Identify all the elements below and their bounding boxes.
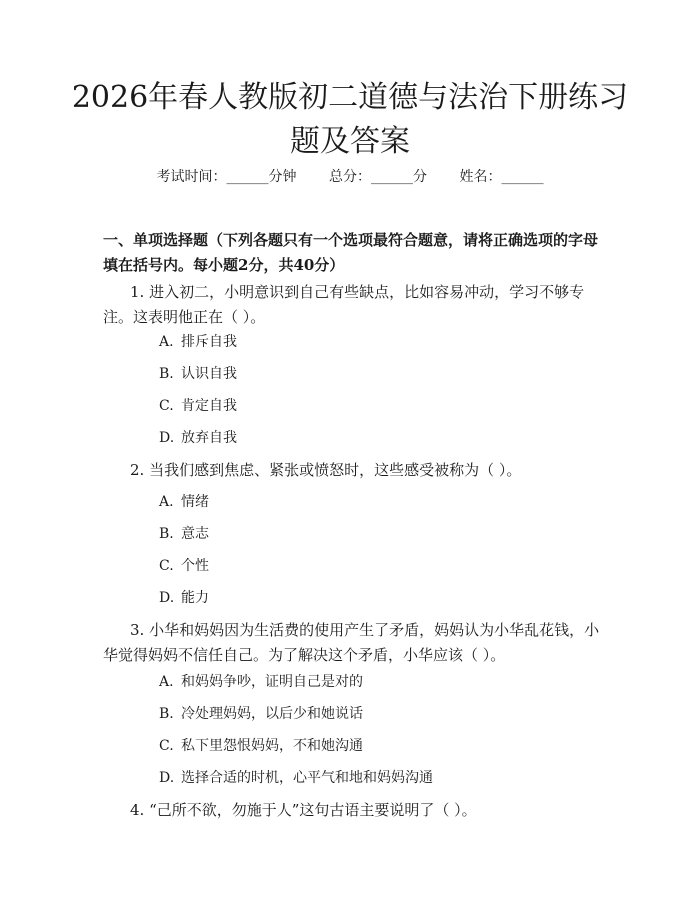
option-letter: A.: [159, 334, 174, 350]
question-3-option-c: [159, 736, 363, 756]
option-text: 个性: [181, 558, 209, 574]
option-text: 冷处理妈妈，以后少和她说话: [181, 706, 363, 722]
option-text: 选择合适的时机，心平气和地和妈妈沟通: [181, 770, 433, 786]
section-heading: 一、单项选择题（下列各题只有一个选项最符合题意，请将正确选项的字母填在括号内。每小题2分，共40分）: [103, 231, 599, 274]
option-letter: B.: [159, 706, 174, 722]
option-letter: D.: [159, 590, 175, 606]
student-name-field: 姓名：______: [459, 169, 544, 185]
option-text: 认识自我: [181, 366, 237, 382]
question-2-option-a: [159, 492, 209, 512]
question-1-option-a: [159, 332, 237, 352]
question-3-stem: 3. 小华和妈妈因为生活费的使用产生了矛盾，妈妈认为小华乱花钱，小华觉得妈妈不信任自己。为了解决这个矛盾，小华应该（ ）。: [103, 621, 600, 664]
option-text: 放弃自我: [181, 430, 237, 446]
option-letter: D.: [159, 430, 175, 446]
document-title: 2026年春人教版初二道德与法治下册练习题及答案: [71, 80, 629, 159]
option-letter: C.: [159, 558, 174, 574]
option-letter: D.: [159, 770, 175, 786]
option-text: 肯定自我: [181, 398, 237, 414]
option-text: 情绪: [181, 494, 209, 510]
option-letter: B.: [159, 366, 174, 382]
option-letter: C.: [159, 398, 174, 414]
question-2-stem: 2. 当我们感到焦虑、紧张或愤怒时，这些感受被称为（ ）。: [130, 461, 522, 479]
question-3-option-b: [159, 704, 363, 724]
option-text: 意志: [181, 526, 209, 542]
option-letter: B.: [159, 526, 174, 542]
option-letter: C.: [159, 738, 174, 754]
option-text: 排斥自我: [181, 334, 237, 350]
question-1-option-c: [159, 396, 237, 416]
option-text: 私下里怨恨妈妈，不和她沟通: [181, 738, 363, 754]
question-2-option-d: [159, 588, 209, 608]
option-letter: A.: [159, 494, 174, 510]
question-3-option-d: [159, 768, 433, 788]
exam-meta-row: [0, 166, 700, 188]
question-1-option-d: [159, 428, 237, 448]
option-letter: A.: [159, 674, 174, 690]
question-1-option-b: [159, 364, 237, 384]
question-2-option-b: [159, 524, 209, 544]
exam-time-field: 考试时间：______分钟: [156, 169, 297, 185]
question-2-option-c: [159, 556, 209, 576]
question-1-stem: 1. 进入初二，小明意识到自己有些缺点，比如容易冲动，学习不够专注。这表明他正在（ ）。: [103, 283, 585, 326]
question-3-option-a: [159, 672, 363, 692]
option-text: 能力: [181, 590, 209, 606]
option-text: 和妈妈争吵，证明自己是对的: [181, 674, 363, 690]
total-score-field: 总分：______分: [329, 169, 427, 185]
question-4-stem: 4. “己所不欲，勿施于人”这句古语主要说明了（ ）。: [130, 801, 477, 819]
